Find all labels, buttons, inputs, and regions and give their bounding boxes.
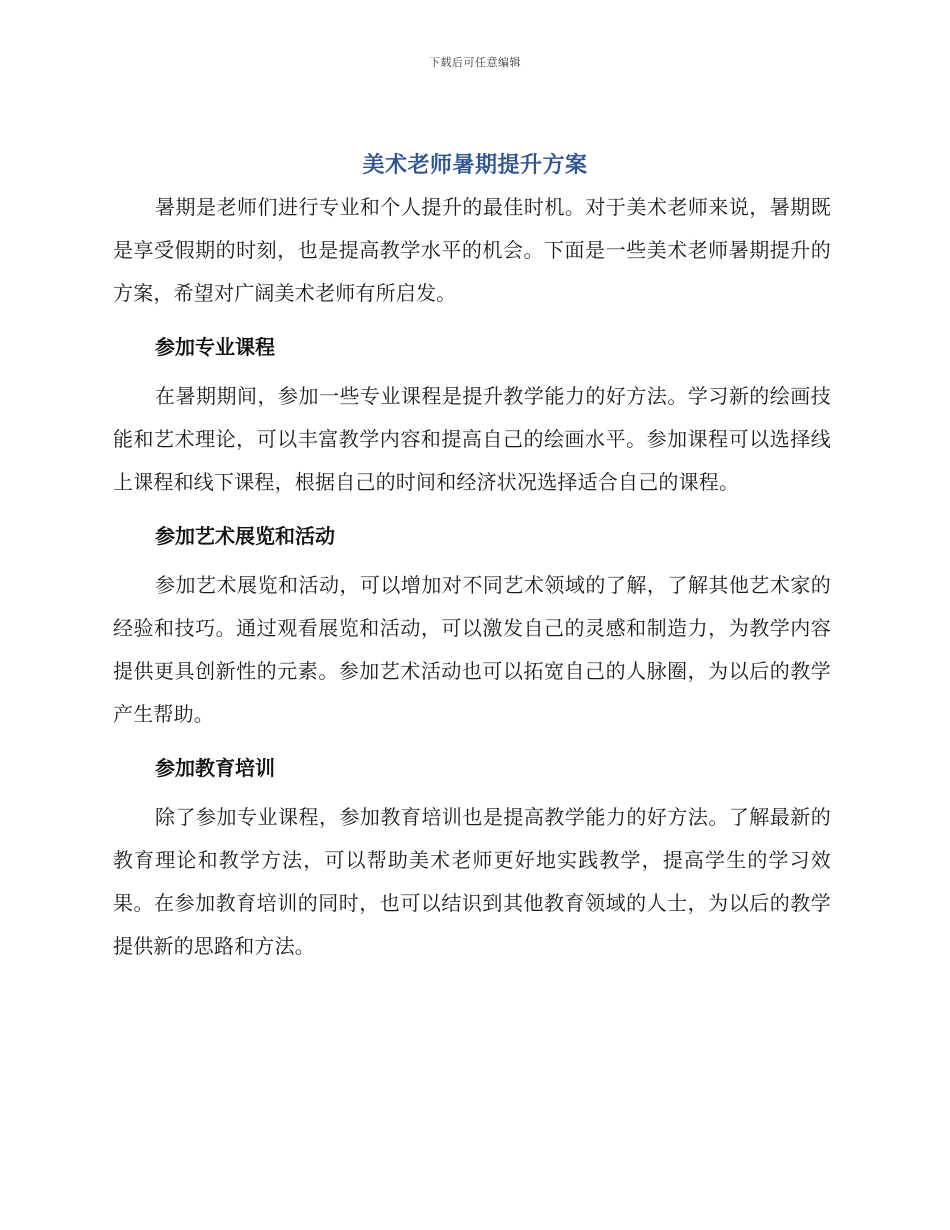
section-body-training: 除了参加专业课程，参加教育培训也是提高教学能力的好方法。了解最新的教育理论和教学方法，可以帮助美术老师更好地实践教学，提高学生的学习效果。在参加教育培训的同时，也可以结识到其他教育领域的人士，为以后的教学提供新的思路和方法。 <box>113 805 831 958</box>
document-body <box>113 186 831 968</box>
section-heading-courses: 参加专业课程 <box>155 335 275 359</box>
document-title: 美术老师暑期提升方案 <box>362 153 588 178</box>
section-heading-training: 参加教育培训 <box>155 756 275 780</box>
section-heading-exhibitions: 参加艺术展览和活动 <box>155 524 335 548</box>
page-header-note: 下载后可任意编辑 <box>429 56 521 69</box>
intro-paragraph: 暑期是老师们进行专业和个人提升的最佳时机。对于美术老师来说，暑期既是享受假期的时刻，也是提高教学水平的机会。下面是一些美术老师暑期提升的方案，希望对广阔美术老师有所启发。 <box>113 195 831 305</box>
section-body-courses: 在暑期期间，参加一些专业课程是提升教学能力的好方法。学习新的绘画技能和艺术理论，可以丰富教学内容和提高自己的绘画水平。参加课程可以选择线上课程和线下课程，根据自己的时间和经济状况选择适合自己的课程。 <box>113 384 831 494</box>
section-body-exhibitions: 参加艺术展览和活动，可以增加对不同艺术领域的了解，了解其他艺术家的经验和技巧。通过观看展览和活动，可以激发自己的灵感和制造力，为教学内容提供更具创新性的元素。参加艺术活动也可以拓宽自己的人脉圈，为以后的教学产生帮助。 <box>113 573 831 726</box>
